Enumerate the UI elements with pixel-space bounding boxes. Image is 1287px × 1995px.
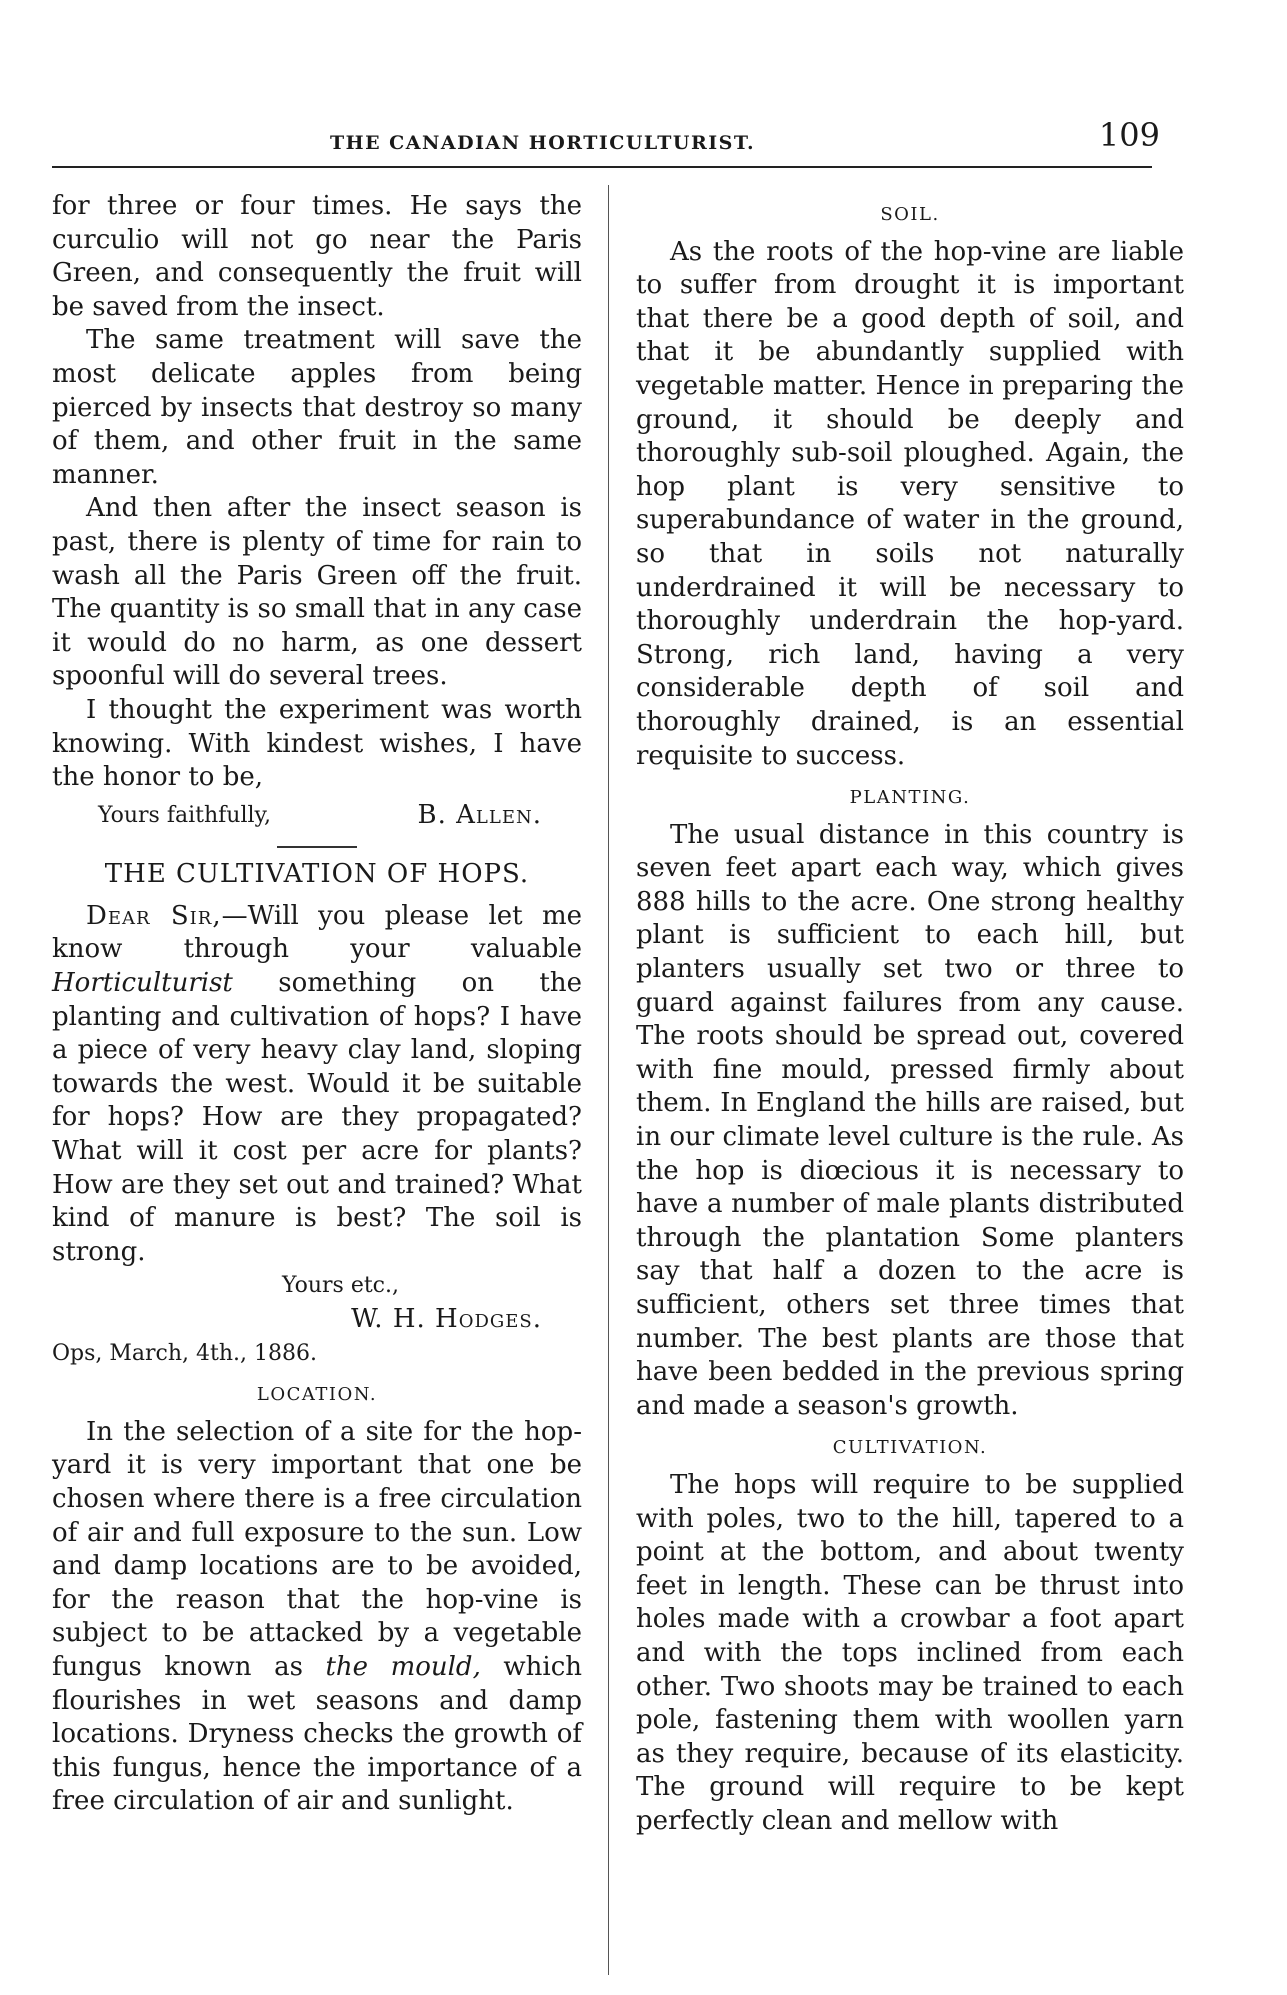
paragraph: The usual distance in this country is seven feet apart each way, which gives 888 hills to the acre. One strong healthy plant is sufficient to each hill, but planters usually set two or three to guard against failures from any cause. The roots should be spread out, covered with fine mould, pressed firmly about them. In England the hills are raised, but in our climate level culture is the rule. As the hop is diœcious it is necessary to have a number of male plants distributed through the plantation Some planters say that half a dozen to the acre is sufficient, others set three times that number. The best plants are those that have been bedded in the previous spring and made a season's growth. (636, 819, 1184, 1421)
signature: B. Allen. (417, 799, 542, 830)
page-header (330, 112, 1160, 152)
salutation: Dear Sir, (86, 900, 222, 931)
location-text: which flourishes in wet seasons and damp locations. Dryness checks the growth of this fungus, hence the importance of a free circulation of air and sunlight. (52, 1651, 582, 1817)
letter-body (52, 900, 582, 1270)
letter-text: —Will you please let me know through your valuable (52, 900, 582, 965)
letter-closing: Yours etc., (282, 1273, 399, 1299)
section-divider (277, 846, 357, 848)
paragraph: for three or four times. He says the curculio will not go near the Paris Green, and consequently the fruit will be saved from the insect. (52, 191, 582, 322)
column-divider (608, 185, 609, 1975)
page-number: 109 (1098, 116, 1160, 154)
letter-text: something on the planting and cultivation of hops? I have a piece of very heavy clay land, sloping towards the west. Would it be suitable for hops? How are they propagated? What will it cost per acre for plants? How are they set out and trained? What kind of manure is best? The soil is strong. (52, 968, 582, 1267)
fungus-name: the mould, (325, 1651, 481, 1682)
section-heading-cultivation: CULTIVATION. (832, 1437, 988, 1459)
journal-name: Horticulturist (52, 968, 233, 999)
paragraph: As the roots of the hop-vine are liable to suffer from drought it is important that there be a good depth of soil, and that it be abundantly supplied with vegetable matter. Hence in preparing the ground, it should be deeply and thoroughly sub-soil ploughed. Again, the hop plant is very sensitive to superabundance of water in the ground, so that in soils not naturally underdrained it will be necessary to thoroughly underdrain the hop-yard. Strong, rich land, having a very considerable depth of soil and thoroughly drained, is an essential requisite to success. (636, 236, 1184, 771)
right-column (636, 190, 1184, 1839)
header-rule (52, 166, 1152, 168)
closing: Yours faithfully, (98, 802, 272, 828)
paragraph (52, 1416, 582, 1819)
running-title: THE CANADIAN HORTICULTURIST. (330, 132, 756, 154)
letter-signature: W. H. Hodges. (351, 1304, 542, 1334)
paragraph: And then after the insect season is past, there is plenty of time for rain to wash all the Paris Green off the fruit. The quantity is so small that in any case it would do no harm, as one dessert spoonful will do several trees. (52, 493, 582, 692)
section-heading-soil: SOIL. (880, 204, 940, 225)
section-heading-location: LOCATION. (256, 1384, 378, 1406)
paragraph: The same treatment will save the most delicate apples from being pierced by insects that destroy so many of them, and other fruit in the same manner. (52, 325, 582, 490)
paragraph: I thought the experiment was worth knowing. With kindest wishes, I have the honor to be, (52, 694, 582, 793)
location-text: In the selection of a site for the hop-yard it is very important that one be chosen where there is a free circulation of air and full exposure to the sun. Low and damp locations are to be avoided, for the reason that the hop-vine is subject to be attacked by a vegetable fungus known as (52, 1416, 582, 1682)
left-column (52, 190, 582, 1819)
section-heading-planting: PLANTING. (849, 787, 971, 809)
article-title: THE CULTIVATION OF HOPS. (104, 859, 530, 890)
letter-sign-off (52, 799, 582, 833)
letter-date: Ops, March, 4th., 1886. (52, 1340, 317, 1366)
paragraph: The hops will require to be supplied with poles, two to the hill, tapered to a point at the bottom, and about twenty feet in length. These can be thrust into holes made with a crowbar a foot apart and with the tops inclined from each other. Two shoots may be trained to each pole, fastening them with woollen yarn as they require, because of its elasticity. The ground will require to be kept perfectly clean and mellow with (636, 1469, 1184, 1836)
